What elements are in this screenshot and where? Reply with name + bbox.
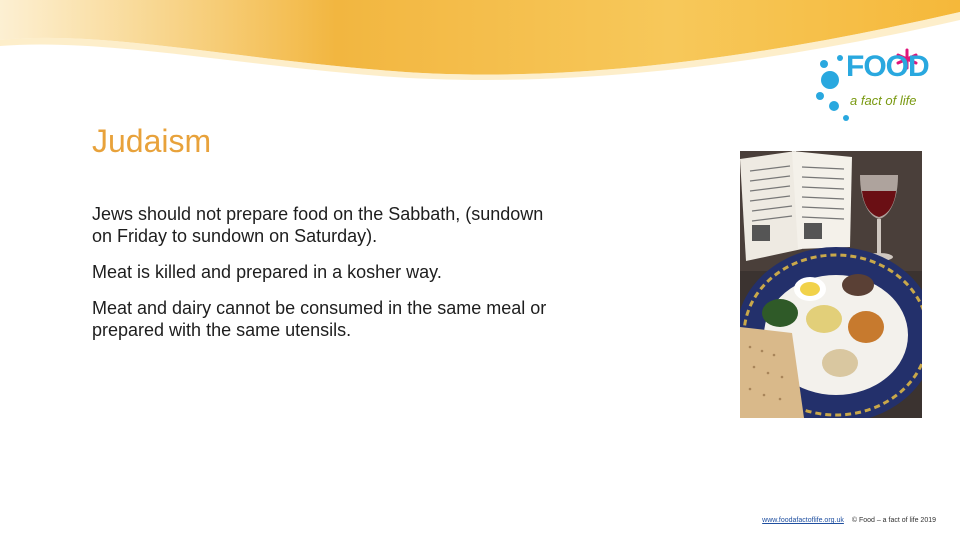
bullet-list xyxy=(92,203,552,355)
slide-title: Judaism xyxy=(92,123,212,159)
seder-plate-photo xyxy=(740,151,922,418)
food-a-fact-of-life-logo xyxy=(812,44,930,126)
copyright-text: © Food – a fact of life 2019 xyxy=(851,517,936,524)
footer xyxy=(762,517,936,524)
bullet-meat-dairy: Meat and dairy cannot be consumed in the same meal or prepared with the same utensils. xyxy=(92,298,547,340)
logo-tagline: a fact of life xyxy=(850,93,917,108)
website-link[interactable]: www.foodafactoflife.org.uk xyxy=(762,517,844,524)
bullet-sabbath: Jews should not prepare food on the Sabbath, (sundown on Friday to sundown on Saturday). xyxy=(92,204,544,246)
logo-wordmark: FOOD xyxy=(846,50,929,83)
bullet-kosher: Meat is killed and prepared in a kosher way. xyxy=(92,262,442,282)
